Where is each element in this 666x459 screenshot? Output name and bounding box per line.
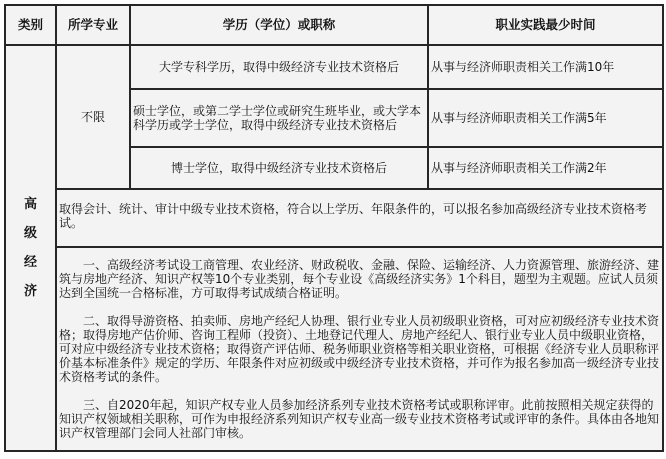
table-row (5, 45, 663, 89)
practice-time-cell: 从事与经济师职责相关工作满2年 (428, 147, 663, 189)
major-cell: 不限 (56, 45, 130, 189)
header-education: 学历（学位）或职称 (130, 5, 428, 45)
category-char: 高 (23, 197, 37, 212)
note-paragraph: 一、高级经济考试设工商管理、农业经济、财政税收、金融、保险、运输经济、人力资源管理、旅游经济、建筑与房地产经济、知识产权等10个专业类别，每个专业设《高级经济实务》1个科目，题型为主观题。应试人员须达到全国统一合格标准，方可取得考试成绩合格证明。 (59, 258, 660, 300)
education-cell: 大学专科学历，取得中级经济专业技术资格后 (130, 45, 428, 89)
practice-time-cell: 从事与经济师职责相关工作满10年 (428, 45, 663, 89)
category-char: 济 (23, 284, 37, 299)
note-paragraph: 二、取得导游资格、拍卖师、房地产经纪人协理、银行业专业人员初级职业资格，可对应初级经济专业技术资格；取得房地产估价师、咨询工程师（投资）、土地登记代理人、房地产经纪人、银行业专业人员中级职业资格，可对应中级经济专业技术资格；取得资产评估师、税务师职业资格等相关职业资格，可根据《经济专业人员职称评价基本标准条件》规定的学历、年限条件对应初级或中级经济专业技术资格，并可作为报名参加高一级经济专业技术资格考试的条件。 (59, 314, 660, 384)
notes-cell (56, 247, 663, 451)
table-row (5, 189, 663, 247)
extra-condition-cell: 取得会计、统计、审计中级专业技术资格，符合以上学历、年限条件的，可以报名参加高级经济专业技术资格考试。 (56, 189, 663, 247)
category-char: 经 (23, 255, 37, 270)
education-cell: 博士学位，取得中级经济专业技术资格后 (130, 147, 428, 189)
practice-time-cell: 从事与经济师职责相关工作满5年 (428, 89, 663, 147)
category-char: 级 (23, 226, 37, 241)
requirements-table (4, 4, 664, 452)
header-category: 类别 (5, 5, 56, 45)
note-paragraph: 三、自2020年起，知识产权专业人员参加经济系列专业技术资格考试或职称评审。此前按照相关规定获得的知识产权领域相关职称，可作为申报经济系列知识产权专业高一级专业技术资格考试或评审的条件。具体由各地知识产权管理部门会同人社部门审核。 (59, 398, 660, 440)
education-cell: 硕士学位，或第二学士学位或研究生班毕业，或大学本科学历或学士学位，取得中级经济专业技术资格后 (130, 89, 428, 147)
category-cell (5, 45, 56, 451)
table-row (5, 247, 663, 451)
header-practice-time: 职业实践最少时间 (428, 5, 663, 45)
header-row (5, 5, 663, 45)
header-major: 所学专业 (56, 5, 130, 45)
